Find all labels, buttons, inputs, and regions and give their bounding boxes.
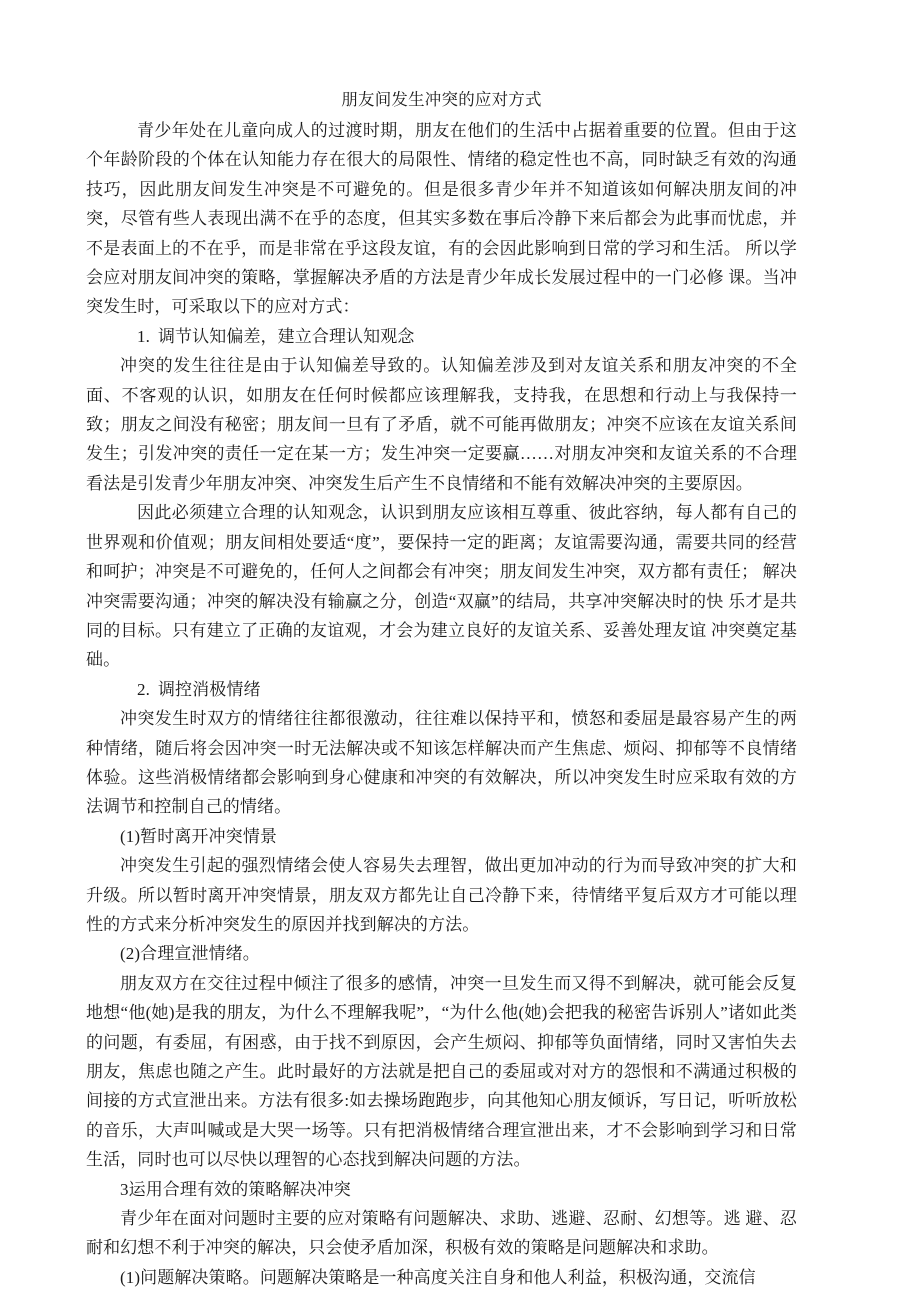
- heading-subsection-2-1: (1)暂时离开冲突情景: [120, 826, 277, 846]
- page-title: 朋友间发生冲突的应对方式: [341, 90, 542, 109]
- paragraph-cognitive-bias: 冲突的发生往往是由于认知偏差导致的。认知偏差涉及到对友谊关系和朋友冲突的不全面、不客观的认识，如朋友在任何时候都应该理解我，支持我，在思想和行动上与我保持一致；朋友之间没有秘密；朋友间一旦有了矛盾，就不可能再做朋友；冲突不应该在友谊关系间发生；引发冲突的责任一定在某一方；发生冲突一定要赢……对朋友冲突和友谊关系的不合理看法是引发青少年朋友冲突、冲突发生后产生不良情绪和不能有效解决冲突的主要原因。: [86, 356, 797, 493]
- heading-subsection-2-2: (2)合理宣泄情绪。: [120, 944, 260, 964]
- heading-section-2: [86, 675, 797, 704]
- heading-section-2-number: 2.: [137, 679, 150, 699]
- heading-section-2-label: 调控消极情绪: [157, 679, 261, 699]
- heading-section-1-number: 1.: [137, 326, 150, 346]
- paragraph-negative-emotion: 冲突发生时双方的情绪往往都很激动，往往难以保持平和，愤怒和委屈是最容易产生的两种情绪，随后将会因冲突一时无法解决或不知该怎样解决而产生焦虑、烦闷、抑郁等不良情绪体验。这些消极情绪都会影响到身心健康和冲突的有效解决，所以冲突发生时应采取有效的方法调节和控制自己的情绪。: [86, 709, 797, 817]
- heading-section-1-label: 调节认知偏差，建立合理认知观念: [157, 326, 415, 346]
- paragraph-intro: 青少年处在儿童向成人的过渡时期，朋友在他们的生活中占据着重要的位置。但由于这个年龄阶段的个体在认知能力存在很大的局限性、情绪的稳定性也不高，同时缺乏有效的沟通技巧，因此朋友间发生冲突是不可避免的。但是很多青少年并不知道该如何解决朋友间的冲突，尽管有些人表现出满不在乎的态度，但其实多数在事后冷静下来后都会为此事而忧虑，并不是表面上的不在乎，而是非常在乎这段友谊，有的会因此影响到日常的学习和生活。 所以学会应对朋友间冲突的策略，掌握解决矛盾的方法是青少年成长发展过程中的一门必修 课。当冲突发生时，可采取以下的应对方式：: [86, 121, 797, 317]
- heading-section-3: 3运用合理有效的策略解决冲突: [120, 1179, 351, 1199]
- paragraph-leave-scene: 冲突发生引起的强烈情绪会使人容易失去理智，做出更加冲动的行为而导致冲突的扩大和升级。所以暂时离开冲突情景，朋友双方都先让自己冷静下来，待情绪平复后双方才可能以理性的方式来分析冲突发生的原因并找到解决的方法。: [86, 856, 797, 934]
- heading-subsection-3-1: (1)问题解决策略。问题解决策略是一种高度关注自身和他人利益，积极沟通，交流信: [120, 1267, 756, 1287]
- paragraph-strategy-intro: 青少年在面对问题时主要的应对策略有问题解决、求助、逃避、忍耐、幻想等。逃 避、忍耐和幻想不利于冲突的解决，只会使矛盾加深，积极有效的策略是问题解决和求助。: [86, 1209, 797, 1258]
- paragraph-vent-emotion: 朋友双方在交往过程中倾注了很多的感情，冲突一旦发生而又得不到解决，就可能会反复地想“他(她)是我的朋友，为什么不理解我呢”，“为什么他(她)会把我的秘密告诉别人”诸如此类的问题，有委屈，有困惑，由于找不到原因，会产生烦闷、抑郁等负面情绪，同时又害怕失去朋友，焦虑也随之产生。此时最好的方法就是把自己的委屈或对对方的怨恨和不满通过积极的间接的方式宣泄出来。方法有很多:如去操场跑跑步，向其他知心朋友倾诉，写日记，听听放松的音乐，大声叫喊或是大哭一场等。只有把消极情绪合理宣泄出来，才不会影响到学习和日常生活，同时也可以尽快以理智的心态找到解决问题的方法。: [86, 973, 797, 1170]
- paragraph-cognitive-belief: 因此必须建立合理的认知观念，认识到朋友应该相互尊重、彼此容纳，每人都有自己的世界观和价值观；朋友间相处要适“度”，要保持一定的距离；友谊需要沟通，需要共同的经营和呵护；冲突是不可避免的，任何人之间都会有冲突；朋友间发生冲突，双方都有责任； 解决冲突需要沟通；冲突的解决没有输赢之分，创造“双赢”的结局，共享冲突解决时的快 乐才是共同的目标。只有建立了正确的友谊观，才会为建立良好的友谊关系、妥善处理友谊 冲突奠定基础。: [86, 503, 797, 670]
- heading-section-1: [86, 322, 797, 351]
